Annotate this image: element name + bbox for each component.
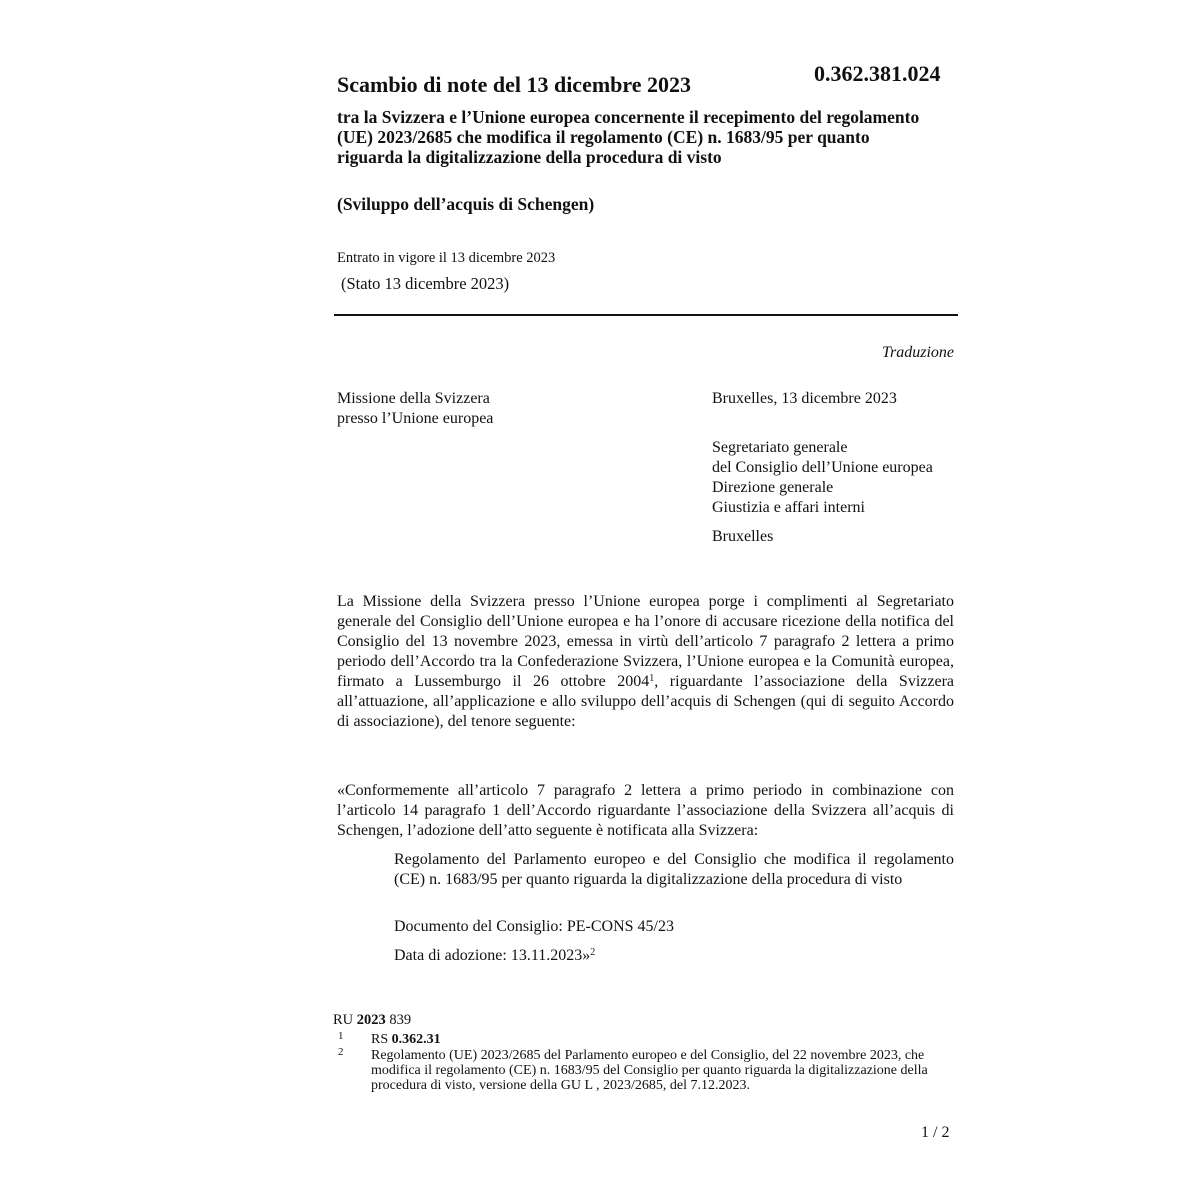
quote-document: Documento del Consiglio: PE-CONS 45/23 bbox=[394, 918, 674, 935]
quote-intro: «Conformemente all’articolo 7 paragrafo 2 lettera a primo periodo in combinazione con l’articolo 14 paragrafo 1 dell’Accordo riguardante l’associazione della Svizzera all’acquis di Schengen, l’adozione dell’atto seguente è notificata alla Svizzera: bbox=[337, 782, 954, 839]
recipient-city: Bruxelles bbox=[712, 528, 774, 545]
header-divider bbox=[334, 314, 958, 316]
page-number: 1 / 2 bbox=[921, 1124, 950, 1141]
footnote-link[interactable]: 0.362.31 bbox=[391, 1032, 441, 1047]
recipient-block bbox=[712, 438, 933, 518]
recipient-line: Giustizia e affari interni bbox=[712, 499, 865, 516]
translation-label: Traduzione bbox=[881, 344, 954, 361]
sender-line: presso l’Unione europea bbox=[337, 410, 494, 427]
recipient-line: Segretariato generale bbox=[712, 439, 848, 456]
sender-block bbox=[337, 389, 493, 429]
recipient-line: del Consiglio dell’Unione europea bbox=[712, 459, 933, 476]
status-date: (Stato 13 dicembre 2023) bbox=[341, 274, 510, 293]
document-subtitle: tra la Svizzera e l’Unione europea concernente il recepimento del regolamento (UE) 2023/2685 che modifica il regolamento (CE) n. 1683/95 per quanto riguarda la digitalizzazione della procedura di visto bbox=[337, 107, 920, 167]
quote-date-text: Data di adozione: 13.11.2023» bbox=[394, 947, 591, 964]
body-text: La Missione della Svizzera presso l’Unione europea porge i complimenti al Segretariato generale del Consiglio dell’Unione europea e ha l’onore di accusare ricezione della notifica del Consiglio del 13 novembre 2023, emessa in virtù dell’articolo 7 paragrafo 2 lettera a primo periodo dell’Accordo tra la Confederazione Svizzera, l’Unione europea e la Comunità europea, firmato a Lussemburgo il 26 ottobre 2004 bbox=[337, 593, 954, 690]
footnote-2: Regolamento (UE) 2023/2685 del Parlamento europeo e del Consiglio, del 22 novembre 2023, che modifica il regolamento (CE) n. 1683/95 del Consiglio per quanto riguarda la digitalizzazione della procedura di visto, versione della GU L , 2023/2685, del 7.12.2023. bbox=[371, 1048, 928, 1093]
footnote-1 bbox=[371, 1032, 441, 1048]
ru-year: 2023 bbox=[356, 1012, 386, 1028]
classification-code: 0.362.381.024 bbox=[814, 61, 941, 86]
footnote-ref[interactable]: 2 bbox=[590, 947, 596, 958]
letter-body bbox=[337, 592, 954, 732]
body-text: , riguardante l’associazione della Svizzera all’attuazione, all’applicazione e allo sviluppo dell’acquis di Schengen (qui di seguito Accordo di associazione), del tenore seguente: bbox=[337, 673, 954, 730]
footnote-number: 1 bbox=[338, 1030, 344, 1042]
recipient-line: Direzione generale bbox=[712, 479, 834, 496]
quote-item: Regolamento del Parlamento europeo e del Consiglio che modifica il regolamento (CE) n. 1683/95 per quanto riguarda la digitalizzazione della procedura di visto bbox=[394, 851, 954, 888]
ru-number: 839 bbox=[389, 1012, 412, 1028]
footnote-ref[interactable]: 1 bbox=[649, 673, 655, 684]
quote-date bbox=[394, 946, 595, 966]
ru-prefix: RU bbox=[333, 1012, 354, 1028]
document-title: Scambio di note del 13 dicembre 2023 bbox=[337, 72, 692, 97]
ru-reference bbox=[333, 1012, 411, 1029]
footnote-prefix: RS bbox=[371, 1032, 389, 1047]
place-date: Bruxelles, 13 dicembre 2023 bbox=[712, 390, 897, 407]
footnote-number: 2 bbox=[338, 1046, 344, 1058]
development-note: (Sviluppo dell’acquis di Schengen) bbox=[337, 194, 595, 214]
sender-line: Missione della Svizzera bbox=[337, 390, 490, 407]
entry-into-force: Entrato in vigore il 13 dicembre 2023 bbox=[337, 250, 556, 266]
